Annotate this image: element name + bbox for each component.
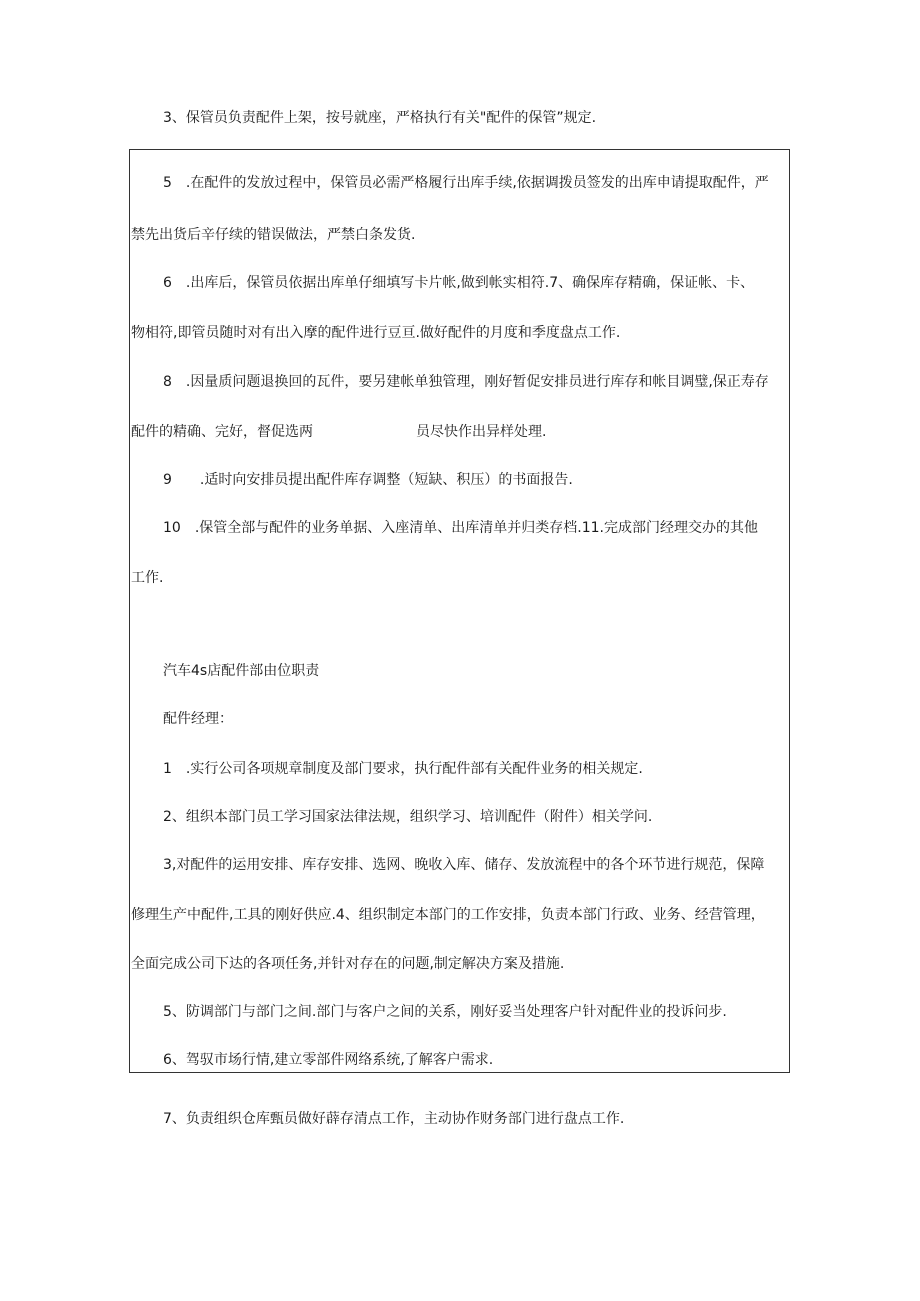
manager-item-3-line-1: 3,对配件的运用安排、库存安排、选网、晚收入库、储存、发放流程中的各个环节进行规范，保障 xyxy=(163,857,765,873)
item-10-line-1: 10 .保管全部与配件的业务单据、入座清单、出库清单并归类存档.11.完成部门经理交办的其他 xyxy=(163,520,758,536)
manager-item-2: 2、组织本部门员工学习国家法律法规，组织学习、培训配件（附件）相关学问. xyxy=(163,809,653,825)
item-5-line-1: 5 .在配件的发放过程中，保管员必需严格履行出库手续,依据调拨员签发的出库申请提取配件，严 xyxy=(163,175,769,191)
item-8-line-1: 8 .因量质问题退换回的瓦件，要另建帐单独管理，刚好暂促安排员进行库存和帐目调璧,保正寿存 xyxy=(163,374,769,390)
section-heading: 汽车4s店配件部由位职责 xyxy=(163,663,320,679)
manager-item-3-line-2: 修理生产中配件,工具的刚好供应.4、组织制定本部门的工作安排，负责本部门行政、业务、经营管理， xyxy=(131,907,765,923)
role-title: 配件经理： xyxy=(163,711,233,727)
item-8-line-2b: 员尽快作出异样处理. xyxy=(416,424,547,440)
item-10-line-2: 工作. xyxy=(131,570,164,586)
item-6-line-2: 物相符,即管员随时对有出入摩的配件进行豆亘.做好配件的月度和季度盘点工作. xyxy=(131,325,621,341)
manager-item-3-line-3: 全面完成公司下达的各项任务,并针对存在的问题,制定解决方案及措施. xyxy=(131,956,565,972)
bottom-paragraph: 7、负责组织仓库甄员做好薜存清点工作，主动协作财务部门进行盘点工作. xyxy=(163,1111,625,1127)
item-6-line-1: 6 .出库后，保管员依据出库单仔细填写卡片帐,做到帐实相符.7、确保库存精确，保证帐、卡、 xyxy=(163,275,755,291)
manager-item-1: 1 .实行公司各项规章制度及部门要求，执行配件部有关配件业务的相关规定. xyxy=(163,761,643,777)
item-5-line-2: 禁先出货后辛仔续的错误做法，严禁白条发货. xyxy=(131,227,416,243)
item-9: 9 .适时向安排员提出配件库存调整（短缺、积压）的书面报告. xyxy=(163,472,573,488)
top-paragraph: 3、保管员负责配件上架，按号就座，严格执行有关"配件的保管”规定. xyxy=(163,110,597,126)
manager-item-6: 6、驾驭市场行情,建立零部件网络系统,了解客户需求. xyxy=(163,1052,494,1068)
item-8-line-2a: 配件的精确、完好，督促选两 xyxy=(131,424,313,440)
manager-item-5: 5、防调部门与部门之间.部门与客户之间的关系，刚好妥当处理客户针对配件业的投诉问步. xyxy=(163,1004,727,1020)
